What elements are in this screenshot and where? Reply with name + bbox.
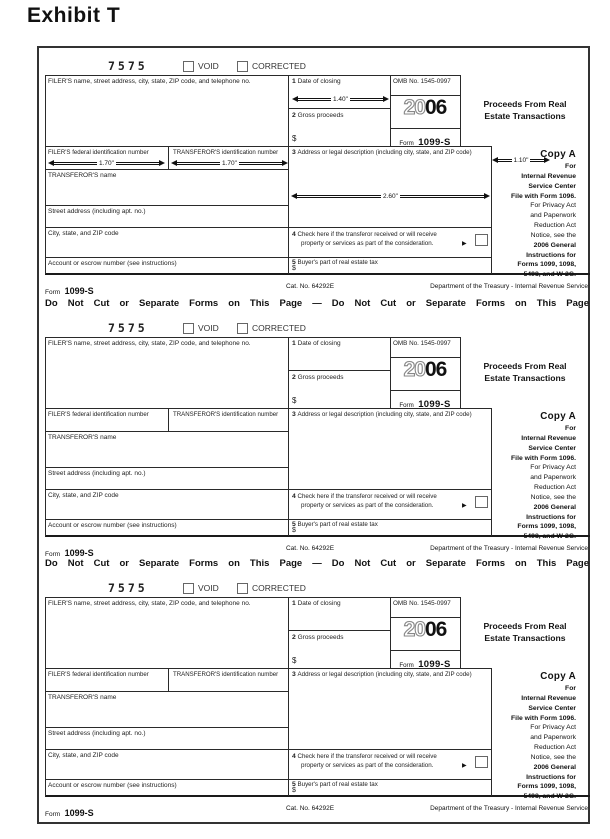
void-label: VOID: [198, 583, 219, 593]
copy-a-line: File with Form 1096.: [511, 714, 576, 722]
copy-a-line: Notice, see the: [530, 231, 576, 239]
form-number: Form 1099-S: [399, 399, 451, 410]
box4-pointer-icon: ▶: [462, 763, 467, 769]
gross-proceeds-dollar: $: [292, 134, 297, 143]
measurement-arrow-transferor-id: [171, 159, 288, 167]
grid-line: [45, 779, 492, 780]
tax-year-decade: 20: [403, 618, 425, 641]
buyer-tax-dollar: $: [292, 265, 296, 272]
box5-number: 5: [292, 781, 296, 788]
box5-number: 5: [292, 259, 296, 266]
grid-line: [45, 169, 289, 170]
copy-a-block: [492, 668, 576, 802]
transferor-id-label: TRANSFEROR'S identification number: [173, 411, 279, 418]
box4-number: 4: [292, 231, 296, 238]
buyer-tax-dollar: $: [292, 787, 296, 794]
copy-a-line: Reduction Act: [534, 744, 576, 752]
corrected-label: CORRECTED: [252, 583, 306, 593]
copy-a-line: Forms 1099, 1098,: [517, 783, 576, 791]
grid-line: [288, 75, 289, 274]
copy-a-line: 2006 General: [533, 503, 576, 511]
copy-a-title: Copy A: [540, 411, 576, 422]
property-description-label: [292, 671, 490, 680]
tax-year-decade: 20: [403, 96, 425, 119]
copy-a-line: 2006 General: [533, 241, 576, 249]
form-1099s-copy-3: [45, 580, 590, 818]
box3-text: Address or legal description (including city, state, and ZIP code): [297, 149, 472, 156]
transferor-name-label: TRANSFEROR'S name: [48, 694, 117, 701]
treasury-label: Department of the Treasury - Internal Revenue Service: [430, 805, 588, 812]
tax-year-digits: 06: [425, 96, 447, 119]
copy-a-line: File with Form 1096.: [511, 454, 576, 462]
copy-a-line: and Paperwork: [530, 734, 576, 742]
grid-line: [45, 727, 289, 728]
measurement-arrow-copy-a: [492, 156, 550, 164]
street-address-label: Street address (including apt. no.): [48, 730, 146, 737]
omb-number: OMB No. 1545-0997: [393, 340, 451, 347]
copy-a-line: Notice, see the: [530, 493, 576, 501]
box2-number: 2: [292, 634, 296, 641]
copy-a-line: 5498, and W-2G.: [523, 533, 576, 541]
gross-proceeds-dollar: $: [292, 396, 297, 405]
copy-a-line: Service Center: [528, 444, 576, 452]
page-title: Exhibit T: [27, 4, 121, 27]
measurement-value: 2.60": [383, 192, 398, 200]
grid-line: [168, 146, 169, 170]
box1-number: 1: [292, 600, 296, 607]
grid-line: [45, 519, 492, 520]
copy-a-title: Copy A: [540, 149, 576, 160]
arrow-right-icon: [282, 160, 288, 166]
box4-checkbox[interactable]: [475, 496, 488, 508]
void-label: VOID: [198, 323, 219, 333]
void-checkbox[interactable]: [183, 323, 194, 334]
grid-line: [45, 467, 289, 468]
street-address-label: Street address (including apt. no.): [48, 470, 146, 477]
copy-a-line: 2006 General: [533, 763, 576, 771]
gross-proceeds-label: [292, 112, 343, 121]
buyer-tax-label: [292, 521, 378, 530]
form-footer: [45, 803, 590, 818]
grid-line: [45, 597, 46, 796]
box3-number: 3: [292, 411, 296, 418]
box3-number: 3: [292, 149, 296, 156]
copy-a-line: Notice, see the: [530, 753, 576, 761]
form-code-row: [45, 58, 590, 75]
grid-line: [45, 337, 46, 536]
form-footer: [45, 543, 590, 558]
grid-line: [45, 749, 492, 750]
box2-text: Gross proceeds: [297, 374, 344, 381]
copy-a-line: For Privacy Act: [530, 202, 576, 210]
box4-label: [292, 753, 464, 770]
catalog-number: Cat. No. 64292E: [285, 545, 335, 552]
filer-id-label: FILER'S federal identification number: [48, 149, 149, 156]
tax-year: [390, 359, 460, 380]
transferor-name-label: TRANSFEROR'S name: [48, 434, 117, 441]
box4-text-line1: Check here if the transferor received or will receive: [297, 493, 437, 500]
box3-number: 3: [292, 671, 296, 678]
grid-line: [45, 205, 289, 206]
void-checkbox[interactable]: [183, 583, 194, 594]
grid-line: [168, 408, 169, 432]
box4-pointer-icon: ▶: [462, 241, 467, 247]
filer-address-label: FILER'S name, street address, city, state, ZIP code, and telephone no.: [48, 600, 251, 607]
copy-a-line: and Paperwork: [530, 474, 576, 482]
tax-year: [390, 619, 460, 640]
copy-a-line: Internal Revenue: [521, 172, 576, 180]
copy-a-block: [492, 408, 576, 542]
account-number-label: Account or escrow number (see instructions): [48, 260, 177, 267]
transferor-id-label: TRANSFEROR'S identification number: [173, 149, 279, 156]
corrected-label: CORRECTED: [252, 323, 306, 333]
form-footer: [45, 281, 590, 296]
cut-instruction: Do Not Cut or Separate Forms on This Page — Do Not Cut or Separate Forms on This Page: [45, 298, 589, 309]
copy-a-line: Internal Revenue: [521, 434, 576, 442]
box2-number: 2: [292, 374, 296, 381]
form-number: Form 1099-S: [399, 659, 451, 670]
copy-a-line: Internal Revenue: [521, 694, 576, 702]
grid-line: [288, 108, 391, 109]
box4-text-line2: property or services as part of the consideration.: [301, 501, 434, 509]
form-title: Proceeds From Real Estate Transactions: [483, 621, 567, 643]
arrow-right-icon: [484, 193, 490, 199]
arrow-right-icon: [383, 96, 389, 102]
grid-line: [45, 597, 461, 598]
gross-proceeds-dollar: $: [292, 656, 297, 665]
box4-checkbox[interactable]: [475, 756, 488, 768]
footer-form-number: Form 1099-S: [45, 808, 94, 818]
grid-line: [390, 390, 461, 391]
box5-text: Buyer's part of real estate tax: [297, 781, 378, 788]
form-code: 7575: [108, 59, 148, 73]
box1-text: Date of closing: [297, 600, 341, 607]
form-code-row: [45, 320, 590, 337]
copy-a-line: For: [565, 685, 576, 692]
form-body: [45, 75, 590, 279]
footer-form-number: Form 1099-S: [45, 286, 94, 296]
box5-text: Buyer's part of real estate tax: [297, 259, 378, 266]
box4-label: [292, 493, 464, 510]
box5-text: Buyer's part of real estate tax: [297, 521, 378, 528]
grid-line: [45, 691, 289, 692]
city-state-zip-label: City, state, and ZIP code: [48, 752, 119, 759]
copy-a-line: Service Center: [528, 182, 576, 190]
measurement-value: 1.70": [222, 159, 237, 167]
box4-label: [292, 231, 464, 248]
grid-line: [288, 630, 391, 631]
box4-text-line1: Check here if the transferor received or will receive: [297, 753, 437, 760]
grid-line: [45, 431, 289, 432]
box2-text: Gross proceeds: [297, 634, 344, 641]
omb-number: OMB No. 1545-0997: [393, 78, 451, 85]
transferor-name-label: TRANSFEROR'S name: [48, 172, 117, 179]
catalog-number: Cat. No. 64292E: [285, 283, 335, 290]
form-1099s-copy-1: [45, 58, 590, 296]
grid-line: [288, 337, 289, 536]
box4-number: 4: [292, 493, 296, 500]
measurement-value: 1.70": [99, 159, 114, 167]
copy-a-line: For: [565, 425, 576, 432]
filer-id-label: FILER'S federal identification number: [48, 411, 149, 418]
void-label: VOID: [198, 61, 219, 71]
copy-a-line: 5498, and W-2G.: [523, 793, 576, 801]
form-title: Proceeds From Real Estate Transactions: [483, 361, 567, 383]
arrow-right-icon: [159, 160, 165, 166]
grid-line: [45, 489, 492, 490]
street-address-label: Street address (including apt. no.): [48, 208, 146, 215]
box1-number: 1: [292, 340, 296, 347]
form-code-row: [45, 580, 590, 597]
box1-text: Date of closing: [297, 78, 341, 85]
copy-a-line: Forms 1099, 1098,: [517, 261, 576, 269]
copy-a-title: Copy A: [540, 671, 576, 682]
date-of-closing-label: [292, 340, 341, 349]
corrected-label: CORRECTED: [252, 61, 306, 71]
copy-a-line: 5498, and W-2G.: [523, 271, 576, 279]
box4-pointer-icon: ▶: [462, 503, 467, 509]
box3-text: Address or legal description (including city, state, and ZIP code): [297, 671, 472, 678]
form-code: 7575: [108, 321, 148, 335]
omb-number: OMB No. 1545-0997: [393, 600, 451, 607]
box5-number: 5: [292, 521, 296, 528]
property-description-label: [292, 149, 490, 158]
tax-year-digits: 06: [425, 618, 447, 641]
box2-text: Gross proceeds: [297, 112, 344, 119]
measurement-arrow-filer-id: [48, 159, 165, 167]
arrow-right-icon: [544, 157, 550, 163]
date-of-closing-label: [292, 600, 341, 609]
footer-form-number: Form 1099-S: [45, 548, 94, 558]
copy-a-line: Instructions for: [526, 251, 576, 259]
copy-a-line: and Paperwork: [530, 212, 576, 220]
copy-a-line: File with Form 1096.: [511, 192, 576, 200]
measurement-arrow-box1: [292, 95, 389, 103]
grid-line: [45, 227, 492, 228]
form-title: Proceeds From Real Estate Transactions: [483, 99, 567, 121]
measurement-arrow-box3: [291, 192, 490, 200]
property-description-label: [292, 411, 490, 420]
box2-number: 2: [292, 112, 296, 119]
gross-proceeds-label: [292, 374, 343, 383]
filer-address-label: FILER'S name, street address, city, state, ZIP code, and telephone no.: [48, 340, 251, 347]
city-state-zip-label: City, state, and ZIP code: [48, 230, 119, 237]
copy-a-line: Instructions for: [526, 513, 576, 521]
grid-line: [390, 128, 461, 129]
copy-a-line: Reduction Act: [534, 484, 576, 492]
box1-number: 1: [292, 78, 296, 85]
city-state-zip-label: City, state, and ZIP code: [48, 492, 119, 499]
grid-line: [168, 668, 169, 692]
copy-a-line: For Privacy Act: [530, 724, 576, 732]
date-of-closing-label: [292, 78, 341, 87]
copy-a-line: Service Center: [528, 704, 576, 712]
filer-id-label: FILER'S federal identification number: [48, 671, 149, 678]
corrected-checkbox[interactable]: [237, 61, 248, 72]
buyer-tax-dollar: $: [292, 527, 296, 534]
grid-line: [45, 257, 492, 258]
transferor-id-label: TRANSFEROR'S identification number: [173, 671, 279, 678]
copy-a-line: Reduction Act: [534, 222, 576, 230]
grid-line: [45, 75, 461, 76]
grid-line: [288, 370, 391, 371]
box4-text-line1: Check here if the transferor received or will receive: [297, 231, 437, 238]
grid-line: [45, 75, 46, 274]
box4-text-line2: property or services as part of the consideration.: [301, 761, 434, 769]
form-code: 7575: [108, 581, 148, 595]
grid-line: [45, 337, 461, 338]
treasury-label: Department of the Treasury - Internal Revenue Service: [430, 283, 588, 290]
tax-year-digits: 06: [425, 358, 447, 381]
gross-proceeds-label: [292, 634, 343, 643]
cut-instruction: Do Not Cut or Separate Forms on This Page — Do Not Cut or Separate Forms on This Page: [45, 558, 589, 569]
copy-a-line: For Privacy Act: [530, 464, 576, 472]
buyer-tax-label: [292, 781, 378, 790]
grid-line: [288, 597, 289, 796]
copy-a-line: Instructions for: [526, 773, 576, 781]
corrected-checkbox[interactable]: [237, 583, 248, 594]
form-number: Form 1099-S: [399, 137, 451, 148]
corrected-checkbox[interactable]: [237, 323, 248, 334]
treasury-label: Department of the Treasury - Internal Revenue Service: [430, 545, 588, 552]
box4-checkbox[interactable]: [475, 234, 488, 246]
box3-text: Address or legal description (including city, state, and ZIP code): [297, 411, 472, 418]
void-checkbox[interactable]: [183, 61, 194, 72]
box4-number: 4: [292, 753, 296, 760]
measurement-value: 1.10": [513, 156, 529, 164]
filer-address-label: FILER'S name, street address, city, state, ZIP code, and telephone no.: [48, 78, 251, 85]
form-body: [45, 597, 590, 801]
tax-year-decade: 20: [403, 358, 425, 381]
grid-line: [390, 650, 461, 651]
tax-year: [390, 97, 460, 118]
account-number-label: Account or escrow number (see instructions): [48, 522, 177, 529]
account-number-label: Account or escrow number (see instructions): [48, 782, 177, 789]
copy-a-block: [492, 146, 576, 280]
buyer-tax-label: [292, 259, 378, 268]
box4-text-line2: property or services as part of the consideration.: [301, 239, 434, 247]
form-body: [45, 337, 590, 541]
box1-text: Date of closing: [297, 340, 341, 347]
copy-a-line: Forms 1099, 1098,: [517, 523, 576, 531]
catalog-number: Cat. No. 64292E: [285, 805, 335, 812]
measurement-value: 1.40": [333, 95, 348, 103]
copy-a-line: For: [565, 163, 576, 170]
form-1099s-copy-2: [45, 320, 590, 558]
